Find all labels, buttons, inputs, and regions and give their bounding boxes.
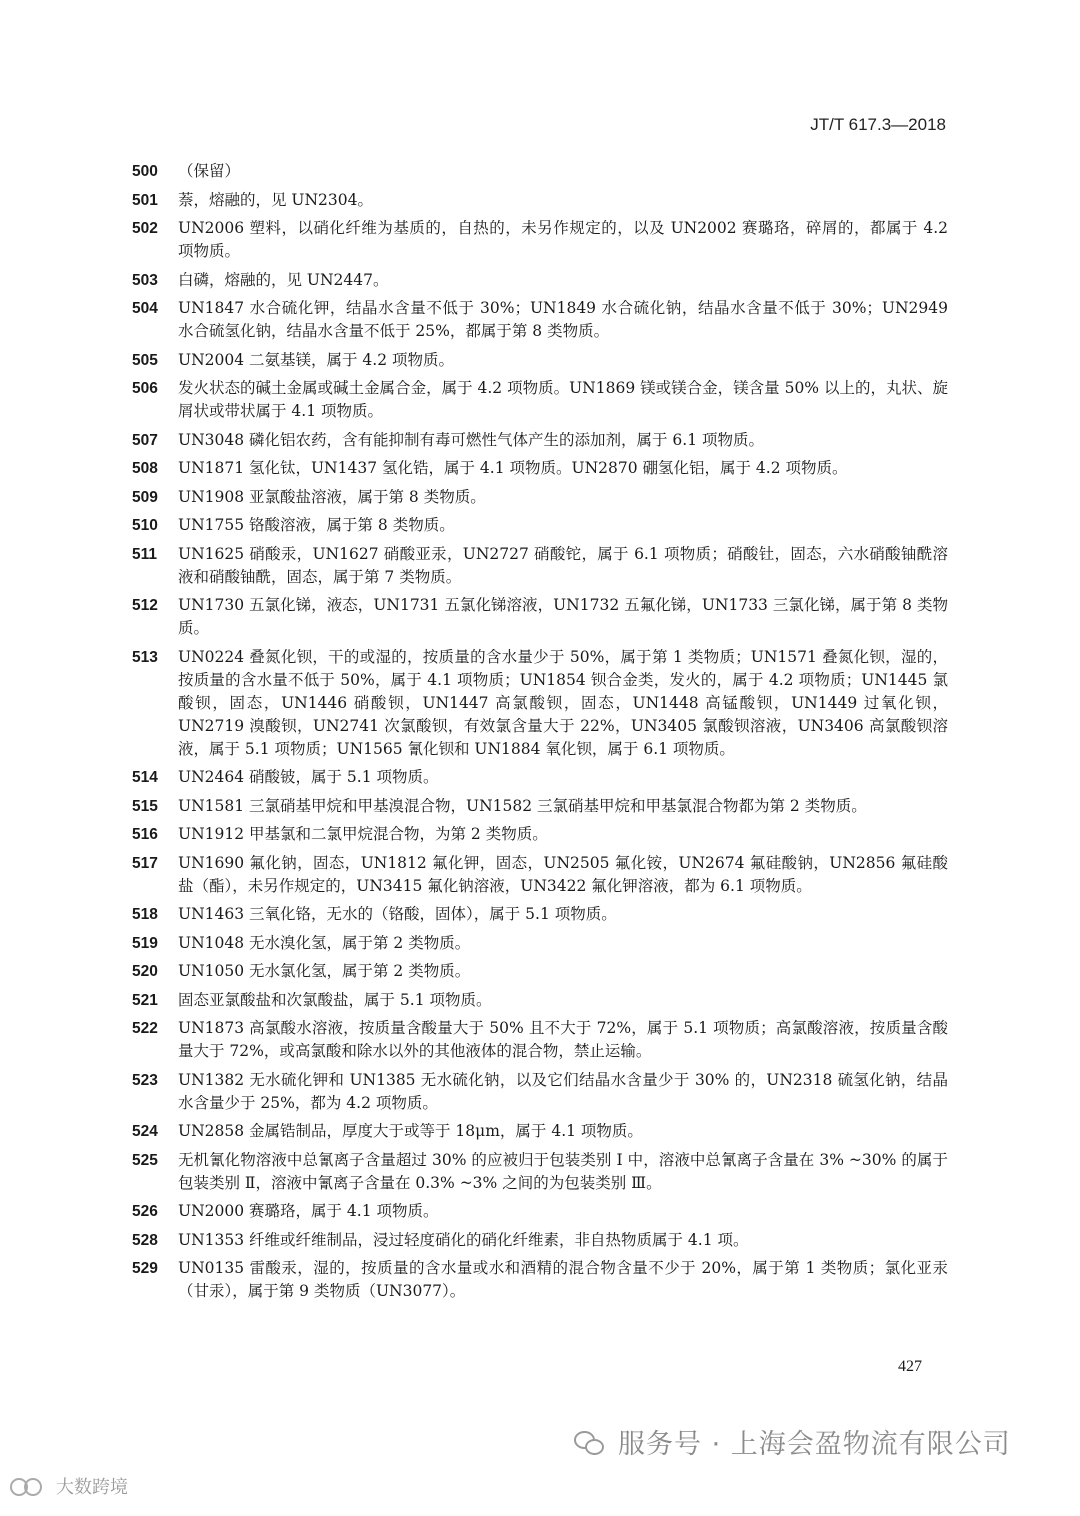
list-item	[132, 1229, 948, 1252]
list-item	[132, 1149, 948, 1195]
list-item	[132, 189, 948, 212]
entry-number: 514	[132, 769, 158, 786]
entry-number: 517	[132, 854, 158, 872]
entry-number: 501	[132, 191, 158, 209]
entry-text: UN1873 高氯酸水溶液，按质量含酸量大于 50% 且不大于 72%，属于 5.1 项物质；高氯酸溶液，按质量含酸量大于 72%，或高氯酸和除水以外的其他液体的混合物，禁止运输。	[178, 1019, 948, 1060]
entry-number: 500	[132, 163, 158, 180]
entry-number: 525	[132, 1151, 158, 1169]
entry-number: 516	[132, 826, 158, 843]
weibo-icon	[10, 1476, 50, 1496]
entry-text: UN1908 亚氯酸盐溶液，属于第 8 类物质。	[178, 487, 486, 506]
list-item	[132, 1069, 948, 1115]
entry-text: UN2464 硝酸铍，属于 5.1 项物质。	[178, 768, 439, 786]
watermark	[574, 1422, 1011, 1461]
entry-number: 506	[132, 380, 158, 397]
entry-text: UN2000 赛璐珞，属于 4.1 项物质。	[178, 1202, 439, 1220]
entry-number: 502	[132, 220, 158, 237]
entry-text: UN1871 氢化钛，UN1437 氢化锆，属于 4.1 项物质。UN2870 硼氢化铝，属于 4.2 项物质。	[178, 459, 848, 477]
list-item	[132, 960, 948, 983]
list-item	[132, 594, 948, 640]
list-item	[132, 160, 948, 183]
corner-watermark	[10, 1473, 128, 1499]
list-item	[132, 1257, 948, 1303]
list-item	[132, 903, 948, 926]
entry-number: 523	[132, 1071, 158, 1089]
entry-number: 518	[132, 906, 158, 923]
entry-number: 503	[132, 271, 158, 289]
list-item	[132, 377, 948, 423]
entry-number: 504	[132, 300, 158, 317]
entry-text: UN0224 叠氮化钡，干的或湿的，按质量的含水量少于 50%，属于第 1 类物质；UN1571 叠氮化钡，湿的，按质量的含水量不低于 50%，属于 4.1 项物质；UN1854 钡合金类，发火的，属于 4.2 项物质；UN1445 氯酸钡，固态，UN1446 硝酸钡，UN1447 高氯酸钡，固态，UN1448 高锰酸钡，UN1449 过氧化钡，UN2719 溴酸钡，UN2741 次氯酸钡，有效氯含量大于 22%，UN3405 氯酸钡溶液，UN3406 高氯酸钡溶液，属于 5.1 项物质；UN1565 氰化钡和 UN1884 氧化钡，属于 6.1 项物质。	[178, 647, 948, 758]
entry-text: 固态亚氯酸盐和次氯酸盐，属于 5.1 项物质。	[178, 990, 492, 1009]
entry-text: UN1730 五氯化锑，液态，UN1731 五氯化锑溶液，UN1732 五氟化锑，UN1733 三氯化锑，属于第 8 类物质。	[178, 596, 948, 637]
entry-text: UN2858 金属锆制品，厚度大于或等于 18μm，属于 4.1 项物质。	[178, 1122, 643, 1140]
list-item	[132, 349, 948, 372]
entry-number: 524	[132, 1123, 158, 1140]
entry-text: UN1463 三氧化铬，无水的（铬酸，固体），属于 5.1 项物质。	[178, 905, 617, 923]
entry-text: 发火状态的碱土金属或碱土金属合金，属于 4.2 项物质。UN1869 镁或镁合金，镁含量 50% 以上的，丸状、旋屑状或带状属于 4.1 项物质。	[178, 379, 948, 420]
list-item	[132, 1120, 948, 1143]
entry-text: UN0135 雷酸汞，湿的，按质量的含水量或水和酒精的混合物含量不少于 20%，属于第 1 类物质；氯化亚汞（甘汞），属于第 9 类物质（UN3077）。	[178, 1259, 948, 1300]
entry-text: UN2006 塑料，以硝化纤维为基质的，自热的，未另作规定的，以及 UN2002 赛璐珞，碎屑的，都属于 4.2 项物质。	[178, 219, 948, 260]
wechat-icon	[574, 1429, 604, 1455]
entry-text: 白磷，熔融的，见 UN2447。	[178, 270, 389, 289]
entry-number: 509	[132, 488, 158, 506]
entry-number: 507	[132, 431, 158, 449]
entry-text: 无机氰化物溶液中总氰离子含量超过 30% 的应被归于包装类别 Ⅰ 中，溶液中总氰离子含量在 3% ~30% 的属于包装类别 Ⅱ，溶液中氰离子含量在 0.3% ~3% 之间的为包装类别 Ⅲ。	[178, 1150, 948, 1192]
entry-text: UN1912 甲基氯和二氯甲烷混合物，为第 2 类物质。	[178, 825, 548, 843]
list-item	[132, 932, 948, 955]
entry-number: 505	[132, 351, 158, 369]
page-number: 427	[898, 1358, 922, 1375]
entry-text: UN1353 纤维或纤维制品，浸过轻度硝化的硝化纤维素，非自热物质属于 4.1 项。	[178, 1230, 749, 1249]
entry-text: UN1382 无水硫化钾和 UN1385 无水硫化钠，以及它们结晶水含量少于 30% 的，UN2318 硫氢化钠，结晶水含量少于 25%，都为 4.2 项物质。	[178, 1070, 948, 1112]
list-item	[132, 486, 948, 509]
list-item	[132, 646, 948, 761]
entry-number: 511	[132, 545, 158, 563]
entry-text: UN1690 氟化钠，固态，UN1812 氟化钾，固态，UN2505 氟化铵，UN2674 氟硅酸钠，UN2856 氟硅酸盐（酯），未另作规定的，UN3415 氟化钠溶液，UN3422 氟化钾溶液，都为 6.1 项物质。	[178, 853, 948, 895]
entry-number: 515	[132, 797, 158, 815]
list-item	[132, 1200, 948, 1223]
entry-list	[132, 160, 948, 1309]
entry-text: UN1625 硝酸汞，UN1627 硝酸亚汞，UN2727 硝酸铊，属于 6.1 项物质；硝酸钍，固态，六水硝酸铀酰溶液和硝酸铀酰，固态，属于第 7 类物质。	[178, 544, 948, 586]
corner-watermark-text: 大数跨境	[56, 1477, 128, 1498]
entry-number: 521	[132, 991, 158, 1009]
watermark-text: 服务号 · 上海会盈物流有限公司	[618, 1429, 1011, 1460]
standard-code-header: JT/T 617.3—2018	[810, 115, 946, 134]
list-item	[132, 269, 948, 292]
entry-number: 522	[132, 1020, 158, 1037]
entry-number: 519	[132, 934, 158, 952]
entry-text: （保留）	[178, 162, 241, 180]
entry-text: UN1755 铬酸溶液，属于第 8 类物质。	[178, 516, 455, 534]
list-item	[132, 457, 948, 480]
entry-number: 512	[132, 597, 158, 614]
list-item	[132, 297, 948, 343]
entry-number: 528	[132, 1231, 158, 1249]
list-item	[132, 795, 948, 818]
entry-number: 508	[132, 460, 158, 477]
entry-text: 萘，熔融的，见 UN2304。	[178, 190, 373, 209]
entry-text: UN1048 无水溴化氢，属于第 2 类物质。	[178, 933, 471, 952]
list-item	[132, 429, 948, 452]
entry-text: UN1581 三氯硝基甲烷和甲基溴混合物，UN1582 三氯硝基甲烷和甲基氯混合物都为第 2 类物质。	[178, 796, 867, 815]
entry-number: 520	[132, 963, 158, 980]
list-item	[132, 543, 948, 589]
entry-text: UN3048 磷化铝农药，含有能抑制有毒可燃性气体产生的添加剂，属于 6.1 项物质。	[178, 430, 765, 449]
list-item	[132, 217, 948, 263]
list-item	[132, 766, 948, 789]
entry-text: UN2004 二氨基镁，属于 4.2 项物质。	[178, 350, 455, 369]
list-item	[132, 852, 948, 898]
list-item	[132, 989, 948, 1012]
entry-text: UN1050 无水氯化氢，属于第 2 类物质。	[178, 962, 471, 980]
entry-number: 529	[132, 1260, 158, 1277]
list-item	[132, 1017, 948, 1063]
entry-text: UN1847 水合硫化钾，结晶水含量不低于 30%；UN1849 水合硫化钠，结晶水含量不低于 30%；UN2949 水合硫氢化钠，结晶水含量不低于 25%，都属于第 8 类物质。	[178, 299, 948, 340]
list-item	[132, 823, 948, 846]
entry-number: 526	[132, 1203, 158, 1220]
list-item	[132, 514, 948, 537]
entry-number: 513	[132, 648, 158, 666]
entry-number: 510	[132, 517, 158, 534]
